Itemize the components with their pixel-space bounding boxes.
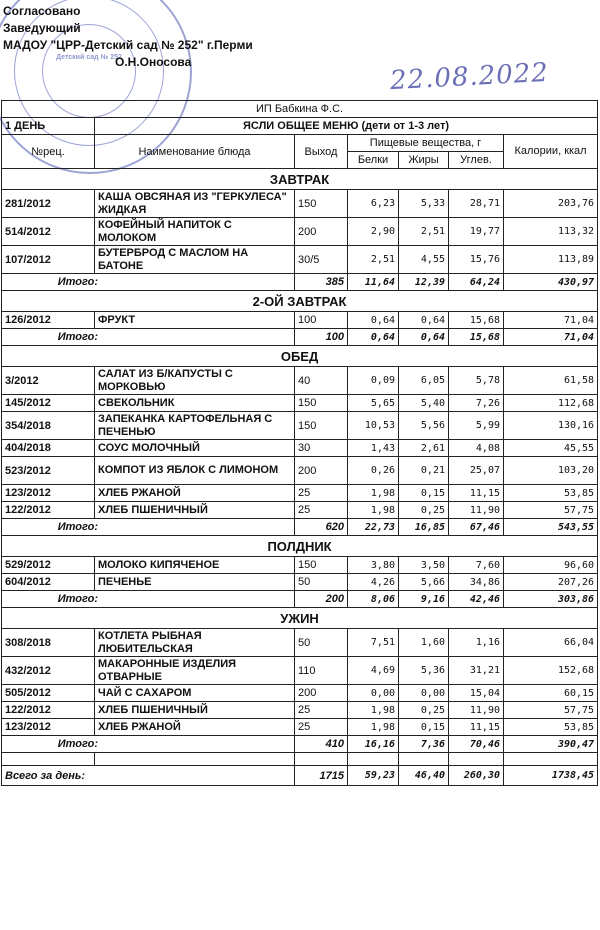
total-output: 410: [295, 736, 348, 753]
table-row: [2, 246, 598, 274]
carbs-value: 19,77: [449, 218, 504, 246]
kcal-value: 45,55: [504, 440, 598, 457]
protein-value: 5,65: [348, 395, 399, 412]
section-row: [2, 291, 598, 312]
kcal-value: 113,89: [504, 246, 598, 274]
approval-line: Заведующий: [3, 21, 81, 35]
kcal-value: 103,20: [504, 457, 598, 485]
recipe-number: 354/2018: [2, 412, 95, 440]
protein-value: 1,98: [348, 485, 399, 502]
total-output: 200: [295, 591, 348, 608]
total-kcal: 390,47: [504, 736, 598, 753]
total-carbs: 15,68: [449, 329, 504, 346]
fat-value: 3,50: [399, 557, 449, 574]
day-total-carbs: 260,30: [449, 766, 504, 786]
kcal-value: 152,68: [504, 657, 598, 685]
recipe-number: 145/2012: [2, 395, 95, 412]
total-protein: 11,64: [348, 274, 399, 291]
total-protein: 16,16: [348, 736, 399, 753]
dish-name: ХЛЕБ РЖАНОЙ: [95, 719, 295, 736]
recipe-number: 432/2012: [2, 657, 95, 685]
recipe-number: 505/2012: [2, 685, 95, 702]
handwritten-date: 22.08.2022: [389, 57, 550, 97]
total-fat: 12,39: [399, 274, 449, 291]
dish-name: ХЛЕБ ПШЕНИЧНЫЙ: [95, 502, 295, 519]
col-fat-header: Жиры: [399, 152, 449, 169]
total-row: [2, 329, 598, 346]
fat-value: 2,51: [399, 218, 449, 246]
total-fat: 9,16: [399, 591, 449, 608]
kcal-value: 60,15: [504, 685, 598, 702]
day-total-protein: 59,23: [348, 766, 399, 786]
carbs-value: 1,16: [449, 629, 504, 657]
col-name-header: Наименование блюда: [95, 135, 295, 169]
kcal-value: 53,85: [504, 485, 598, 502]
carbs-value: 7,26: [449, 395, 504, 412]
approval-signatory: О.Н.Оносова: [115, 55, 192, 69]
total-kcal: 430,97: [504, 274, 598, 291]
total-kcal: 543,55: [504, 519, 598, 536]
table-row: [2, 367, 598, 395]
recipe-number: 126/2012: [2, 312, 95, 329]
dish-name: БУТЕРБРОД С МАСЛОМ НА БАТОНЕ: [95, 246, 295, 274]
fat-value: 5,36: [399, 657, 449, 685]
section-row: [2, 536, 598, 557]
day-label: 1 ДЕНЬ: [2, 118, 95, 135]
section-title: УЖИН: [2, 608, 598, 629]
dish-output: 200: [295, 457, 348, 485]
day-total-output: 1715: [295, 766, 348, 786]
carbs-value: 15,04: [449, 685, 504, 702]
dish-name: КАША ОВСЯНАЯ ИЗ "ГЕРКУЛЕСА" ЖИДКАЯ: [95, 190, 295, 218]
total-carbs: 64,24: [449, 274, 504, 291]
approval-block: [3, 3, 253, 71]
day-total-row: [2, 766, 598, 786]
kcal-value: 57,75: [504, 702, 598, 719]
table-row: [2, 485, 598, 502]
dish-name: ЧАЙ С САХАРОМ: [95, 685, 295, 702]
kcal-value: 203,76: [504, 190, 598, 218]
recipe-number: 123/2012: [2, 485, 95, 502]
dish-name: ФРУКТ: [95, 312, 295, 329]
recipe-number: 404/2018: [2, 440, 95, 457]
fat-value: 1,60: [399, 629, 449, 657]
kcal-value: 96,60: [504, 557, 598, 574]
kcal-value: 130,16: [504, 412, 598, 440]
section-title: ПОЛДНИК: [2, 536, 598, 557]
table-row: [2, 574, 598, 591]
day-total-kcal: 1738,45: [504, 766, 598, 786]
total-output: 620: [295, 519, 348, 536]
dish-output: 150: [295, 412, 348, 440]
total-output: 385: [295, 274, 348, 291]
dish-name: СВЕКОЛЬНИК: [95, 395, 295, 412]
carbs-value: 4,08: [449, 440, 504, 457]
total-carbs: 70,46: [449, 736, 504, 753]
approval-line: Согласовано: [3, 4, 81, 18]
protein-value: 2,90: [348, 218, 399, 246]
recipe-number: 123/2012: [2, 719, 95, 736]
dish-output: 200: [295, 218, 348, 246]
protein-value: 7,51: [348, 629, 399, 657]
col-recipe-header: №рец.: [2, 135, 95, 169]
kcal-value: 66,04: [504, 629, 598, 657]
table-row: [2, 629, 598, 657]
table-row: [2, 395, 598, 412]
dish-output: 200: [295, 685, 348, 702]
carbs-value: 15,68: [449, 312, 504, 329]
dish-name: САЛАТ ИЗ Б/КАПУСТЫ С МОРКОВЬЮ: [95, 367, 295, 395]
kcal-value: 57,75: [504, 502, 598, 519]
recipe-number: 122/2012: [2, 502, 95, 519]
protein-value: 0,09: [348, 367, 399, 395]
recipe-number: 308/2018: [2, 629, 95, 657]
dish-name: КОТЛЕТА РЫБНАЯ ЛЮБИТЕЛЬСКАЯ: [95, 629, 295, 657]
total-label: Итого:: [2, 736, 295, 753]
carbs-value: 11,15: [449, 719, 504, 736]
protein-value: 1,98: [348, 502, 399, 519]
fat-value: 0,64: [399, 312, 449, 329]
total-carbs: 67,46: [449, 519, 504, 536]
carbs-value: 5,78: [449, 367, 504, 395]
col-output-header: Выход: [295, 135, 348, 169]
col-carbs-header: Углев.: [449, 152, 504, 169]
dish-output: 50: [295, 629, 348, 657]
dish-output: 150: [295, 557, 348, 574]
recipe-number: 3/2012: [2, 367, 95, 395]
total-fat: 0,64: [399, 329, 449, 346]
fat-value: 6,05: [399, 367, 449, 395]
fat-value: 0,15: [399, 719, 449, 736]
table-row: [2, 657, 598, 685]
carbs-value: 15,76: [449, 246, 504, 274]
total-label: Итого:: [2, 329, 295, 346]
table-row: [2, 190, 598, 218]
recipe-number: 107/2012: [2, 246, 95, 274]
table-row: [2, 502, 598, 519]
total-output: 100: [295, 329, 348, 346]
fat-value: 0,25: [399, 702, 449, 719]
total-carbs: 42,46: [449, 591, 504, 608]
recipe-number: 604/2012: [2, 574, 95, 591]
recipe-number: 529/2012: [2, 557, 95, 574]
total-protein: 0,64: [348, 329, 399, 346]
section-row: [2, 608, 598, 629]
carbs-value: 11,90: [449, 502, 504, 519]
total-fat: 16,85: [399, 519, 449, 536]
dish-name: СОУС МОЛОЧНЫЙ: [95, 440, 295, 457]
table-row: [2, 312, 598, 329]
section-title: ОБЕД: [2, 346, 598, 367]
table-row: [2, 702, 598, 719]
kcal-value: 112,68: [504, 395, 598, 412]
section-title: 2-ОЙ ЗАВТРАК: [2, 291, 598, 312]
carbs-value: 11,90: [449, 702, 504, 719]
total-label: Итого:: [2, 591, 295, 608]
day-total-fat: 46,40: [399, 766, 449, 786]
spacer-row: [2, 753, 598, 766]
carbs-value: 11,15: [449, 485, 504, 502]
dish-output: 25: [295, 702, 348, 719]
dish-name: ХЛЕБ РЖАНОЙ: [95, 485, 295, 502]
dish-name: МОЛОКО КИПЯЧЕНОЕ: [95, 557, 295, 574]
dish-output: 25: [295, 502, 348, 519]
menu-title: ЯСЛИ ОБЩЕЕ МЕНЮ (дети от 1-3 лет): [95, 118, 598, 135]
dish-output: 30: [295, 440, 348, 457]
kcal-value: 113,32: [504, 218, 598, 246]
fat-value: 5,56: [399, 412, 449, 440]
carbs-value: 31,21: [449, 657, 504, 685]
vendor-name: ИП Бабкина Ф.С.: [2, 101, 598, 118]
dish-output: 100: [295, 312, 348, 329]
dish-output: 150: [295, 395, 348, 412]
total-protein: 22,73: [348, 519, 399, 536]
total-row: [2, 519, 598, 536]
dish-output: 40: [295, 367, 348, 395]
fat-value: 5,66: [399, 574, 449, 591]
carbs-value: 7,60: [449, 557, 504, 574]
stamp-text: Детский сад № 252: [56, 54, 122, 61]
table-row: [2, 440, 598, 457]
approval-line: МАДОУ "ЦРР-Детский сад № 252" г.Перми: [3, 38, 253, 52]
total-label: Итого:: [2, 274, 295, 291]
fat-value: 0,25: [399, 502, 449, 519]
dish-name: ПЕЧЕНЬЕ: [95, 574, 295, 591]
recipe-number: 523/2012: [2, 457, 95, 485]
fat-value: 0,15: [399, 485, 449, 502]
protein-value: 3,80: [348, 557, 399, 574]
menu-table: [1, 100, 598, 786]
protein-value: 2,51: [348, 246, 399, 274]
protein-value: 0,00: [348, 685, 399, 702]
total-protein: 8,06: [348, 591, 399, 608]
dish-output: 150: [295, 190, 348, 218]
table-row: [2, 557, 598, 574]
recipe-number: 122/2012: [2, 702, 95, 719]
day-total-label: Всего за день:: [2, 766, 295, 786]
dish-output: 25: [295, 719, 348, 736]
protein-value: 0,64: [348, 312, 399, 329]
dish-name: МАКАРОННЫЕ ИЗДЕЛИЯ ОТВАРНЫЕ: [95, 657, 295, 685]
section-row: [2, 169, 598, 190]
table-row: [2, 412, 598, 440]
section-title: ЗАВТРАК: [2, 169, 598, 190]
section-row: [2, 346, 598, 367]
protein-value: 6,23: [348, 190, 399, 218]
total-row: [2, 736, 598, 753]
total-row: [2, 274, 598, 291]
total-row: [2, 591, 598, 608]
dish-name: КОМПОТ ИЗ ЯБЛОК С ЛИМОНОМ: [95, 457, 295, 485]
protein-value: 10,53: [348, 412, 399, 440]
protein-value: 0,26: [348, 457, 399, 485]
protein-value: 4,69: [348, 657, 399, 685]
dish-output: 110: [295, 657, 348, 685]
dish-output: 30/5: [295, 246, 348, 274]
col-protein-header: Белки: [348, 152, 399, 169]
recipe-number: 281/2012: [2, 190, 95, 218]
kcal-value: 61,58: [504, 367, 598, 395]
table-row: [2, 719, 598, 736]
protein-value: 1,98: [348, 719, 399, 736]
protein-value: 1,43: [348, 440, 399, 457]
kcal-value: 207,26: [504, 574, 598, 591]
col-kcal-header: Калории, ккал: [504, 135, 598, 169]
total-fat: 7,36: [399, 736, 449, 753]
total-kcal: 71,04: [504, 329, 598, 346]
dish-name: ЗАПЕКАНКА КАРТОФЕЛЬНАЯ С ПЕЧЕНЬЮ: [95, 412, 295, 440]
fat-value: 2,61: [399, 440, 449, 457]
table-row: [2, 218, 598, 246]
carbs-value: 34,86: [449, 574, 504, 591]
dish-output: 25: [295, 485, 348, 502]
dish-name: КОФЕЙНЫЙ НАПИТОК С МОЛОКОМ: [95, 218, 295, 246]
fat-value: 5,40: [399, 395, 449, 412]
fat-value: 5,33: [399, 190, 449, 218]
col-nutrients-header: Пищевые вещества, г: [348, 135, 504, 152]
fat-value: 4,55: [399, 246, 449, 274]
table-row: [2, 457, 598, 485]
protein-value: 4,26: [348, 574, 399, 591]
carbs-value: 28,71: [449, 190, 504, 218]
carbs-value: 5,99: [449, 412, 504, 440]
recipe-number: 514/2012: [2, 218, 95, 246]
dish-output: 50: [295, 574, 348, 591]
protein-value: 1,98: [348, 702, 399, 719]
dish-name: ХЛЕБ ПШЕНИЧНЫЙ: [95, 702, 295, 719]
fat-value: 0,00: [399, 685, 449, 702]
total-kcal: 303,86: [504, 591, 598, 608]
carbs-value: 25,07: [449, 457, 504, 485]
total-label: Итого:: [2, 519, 295, 536]
fat-value: 0,21: [399, 457, 449, 485]
table-row: [2, 685, 598, 702]
kcal-value: 53,85: [504, 719, 598, 736]
kcal-value: 71,04: [504, 312, 598, 329]
